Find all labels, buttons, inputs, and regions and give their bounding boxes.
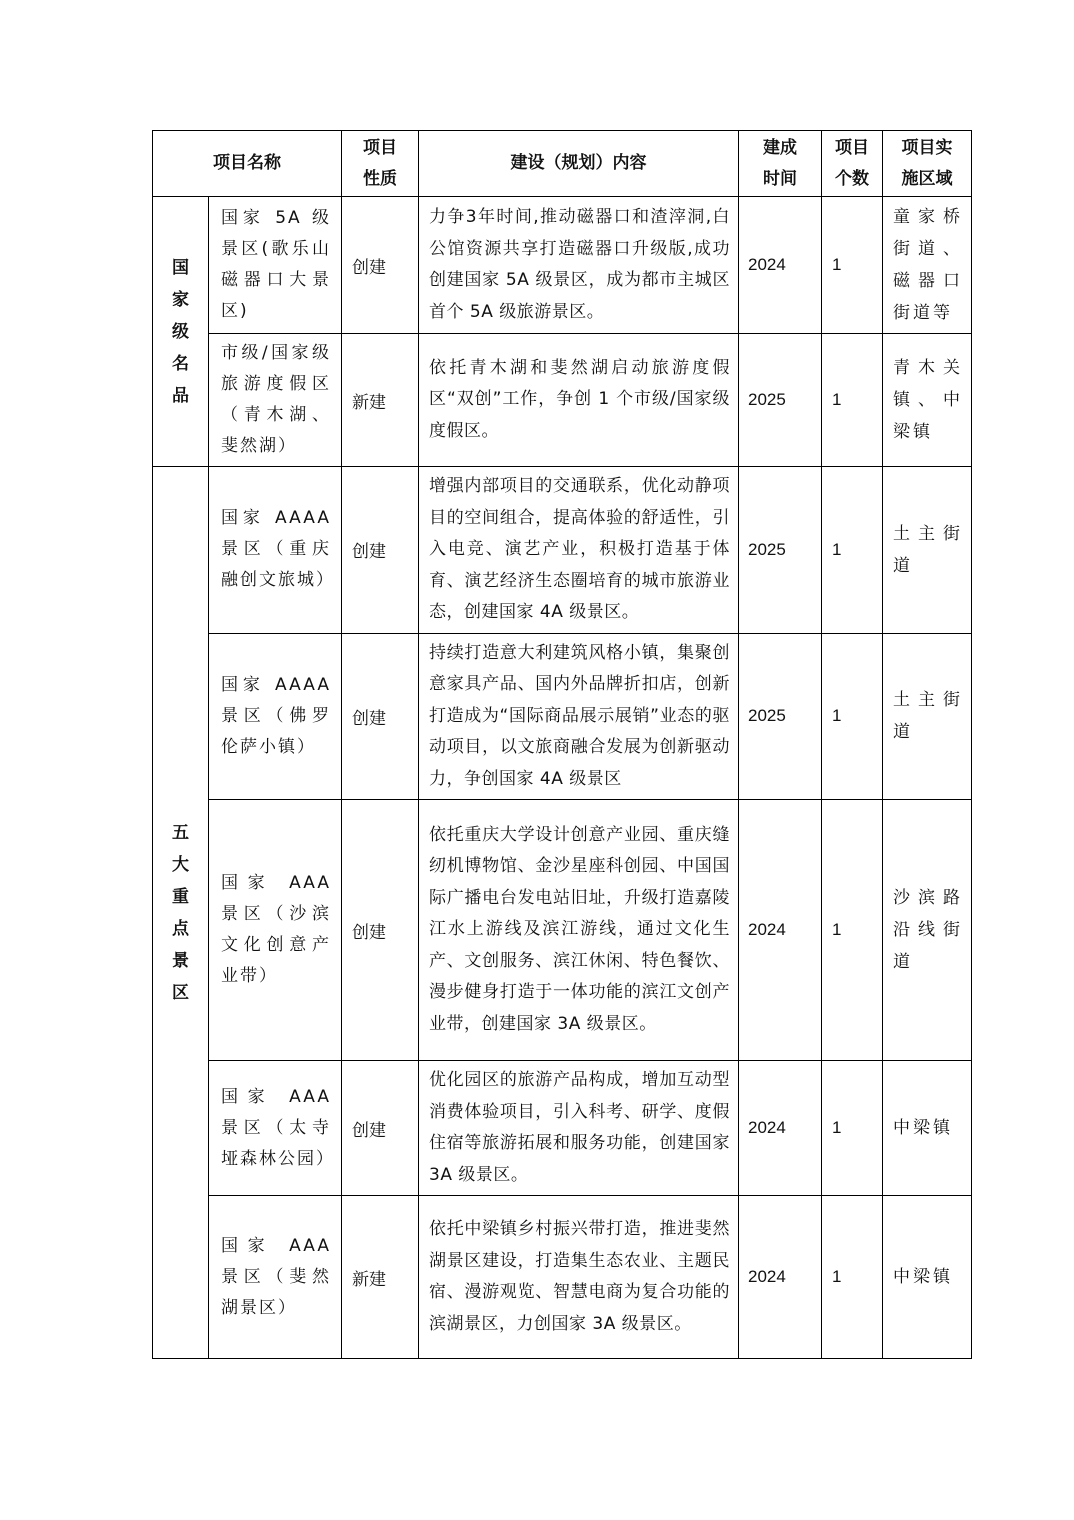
project-content: 依托重庆大学设计创意产业园、重庆缝纫机博物馆、金沙星座科创园、中国国际广播电台发电站旧址，升级打造嘉陵江水上游线及滨江游线，通过文化生产、文创服务、滨江休闲、特色餐饮、漫步健身打造于一体功能的滨江文创产业带，创建国家 3A 级景区。 — [419, 800, 739, 1061]
project-year: 2025 — [739, 633, 822, 800]
header-year: 建成时间 — [739, 131, 822, 197]
header-area: 项目实施区域 — [883, 131, 972, 197]
project-count: 1 — [822, 633, 883, 800]
project-name: 国家 AAA 景区（斐然湖景区） — [209, 1196, 342, 1359]
project-nature: 创建 — [342, 467, 419, 634]
project-content: 力争3年时间,推动磁器口和渣滓洞,白公馆资源共享打造磁器口升级版,成功创建国家 5A 级景区，成为都市主城区首个 5A 级旅游景区。 — [419, 197, 739, 334]
project-area: 青木关镇、中梁镇 — [883, 334, 972, 467]
project-nature: 创建 — [342, 1061, 419, 1196]
project-year: 2024 — [739, 1061, 822, 1196]
project-name: 国家 AAAA 景区（重庆融创文旅城） — [209, 467, 342, 634]
project-count: 1 — [822, 467, 883, 634]
table-row — [153, 467, 972, 634]
header-row — [153, 131, 972, 197]
project-content: 依托青木湖和斐然湖启动旅游度假区“双创”工作，争创 1 个市级/国家级度假区。 — [419, 334, 739, 467]
project-name: 市级/国家级旅游度假区（青木湖、斐然湖） — [209, 334, 342, 467]
project-nature: 创建 — [342, 633, 419, 800]
project-count: 1 — [822, 800, 883, 1061]
category-label: 国家级名品 — [172, 257, 189, 406]
project-table — [152, 130, 972, 1359]
project-name: 国家 AAA 景区（沙滨文化创意产业带） — [209, 800, 342, 1061]
header-count: 项目个数 — [822, 131, 883, 197]
category-label: 五大重点景区 — [172, 822, 189, 1003]
table-row — [153, 1196, 972, 1359]
project-nature: 新建 — [342, 1196, 419, 1359]
project-area: 中梁镇 — [883, 1196, 972, 1359]
project-area: 中梁镇 — [883, 1061, 972, 1196]
header-content: 建设（规划）内容 — [419, 131, 739, 197]
project-year: 2024 — [739, 1196, 822, 1359]
project-area: 沙滨路沿线街道 — [883, 800, 972, 1061]
header-name: 项目名称 — [153, 131, 342, 197]
project-area: 童家桥街道、磁器口街道等 — [883, 197, 972, 334]
project-content: 持续打造意大利建筑风格小镇，集聚创意家具产品、国内外品牌折扣店，创新打造成为“国际商品展示展销”业态的驱动项目，以文旅商融合发展为创新驱动力，争创国家 4A 级景区 — [419, 633, 739, 800]
project-nature: 新建 — [342, 334, 419, 467]
project-area: 土主街道 — [883, 467, 972, 634]
project-count: 1 — [822, 1196, 883, 1359]
table-row — [153, 334, 972, 467]
project-nature: 创建 — [342, 197, 419, 334]
category-cell — [153, 197, 209, 467]
table-row — [153, 197, 972, 334]
header-nature: 项目性质 — [342, 131, 419, 197]
project-year: 2024 — [739, 800, 822, 1061]
project-year: 2025 — [739, 334, 822, 467]
project-nature: 创建 — [342, 800, 419, 1061]
category-cell — [153, 467, 209, 1359]
project-content: 优化园区的旅游产品构成，增加互动型消费体验项目，引入科考、研学、度假住宿等旅游拓展和服务功能，创建国家 3A 级景区。 — [419, 1061, 739, 1196]
project-count: 1 — [822, 1061, 883, 1196]
project-year: 2025 — [739, 467, 822, 634]
project-content: 增强内部项目的交通联系，优化动静项目的空间组合，提高体验的舒适性，引入电竞、演艺产业，积极打造基于体育、演艺经济生态圈培育的城市旅游业态，创建国家 4A 级景区。 — [419, 467, 739, 634]
project-year: 2024 — [739, 197, 822, 334]
project-name: 国家 AAA 景区（太寺垭森林公园） — [209, 1061, 342, 1196]
project-count: 1 — [822, 197, 883, 334]
project-area: 土主街道 — [883, 633, 972, 800]
project-count: 1 — [822, 334, 883, 467]
table-row — [153, 1061, 972, 1196]
project-name: 国家 5A 级景区(歌乐山磁器口大景区) — [209, 197, 342, 334]
table-row — [153, 800, 972, 1061]
project-name: 国家 AAAA 景区（佛罗伦萨小镇） — [209, 633, 342, 800]
project-content: 依托中梁镇乡村振兴带打造，推进斐然湖景区建设，打造集生态农业、主题民宿、漫游观览、智慧电商为复合功能的滨湖景区，力创国家 3A 级景区。 — [419, 1196, 739, 1359]
table-row — [153, 633, 972, 800]
